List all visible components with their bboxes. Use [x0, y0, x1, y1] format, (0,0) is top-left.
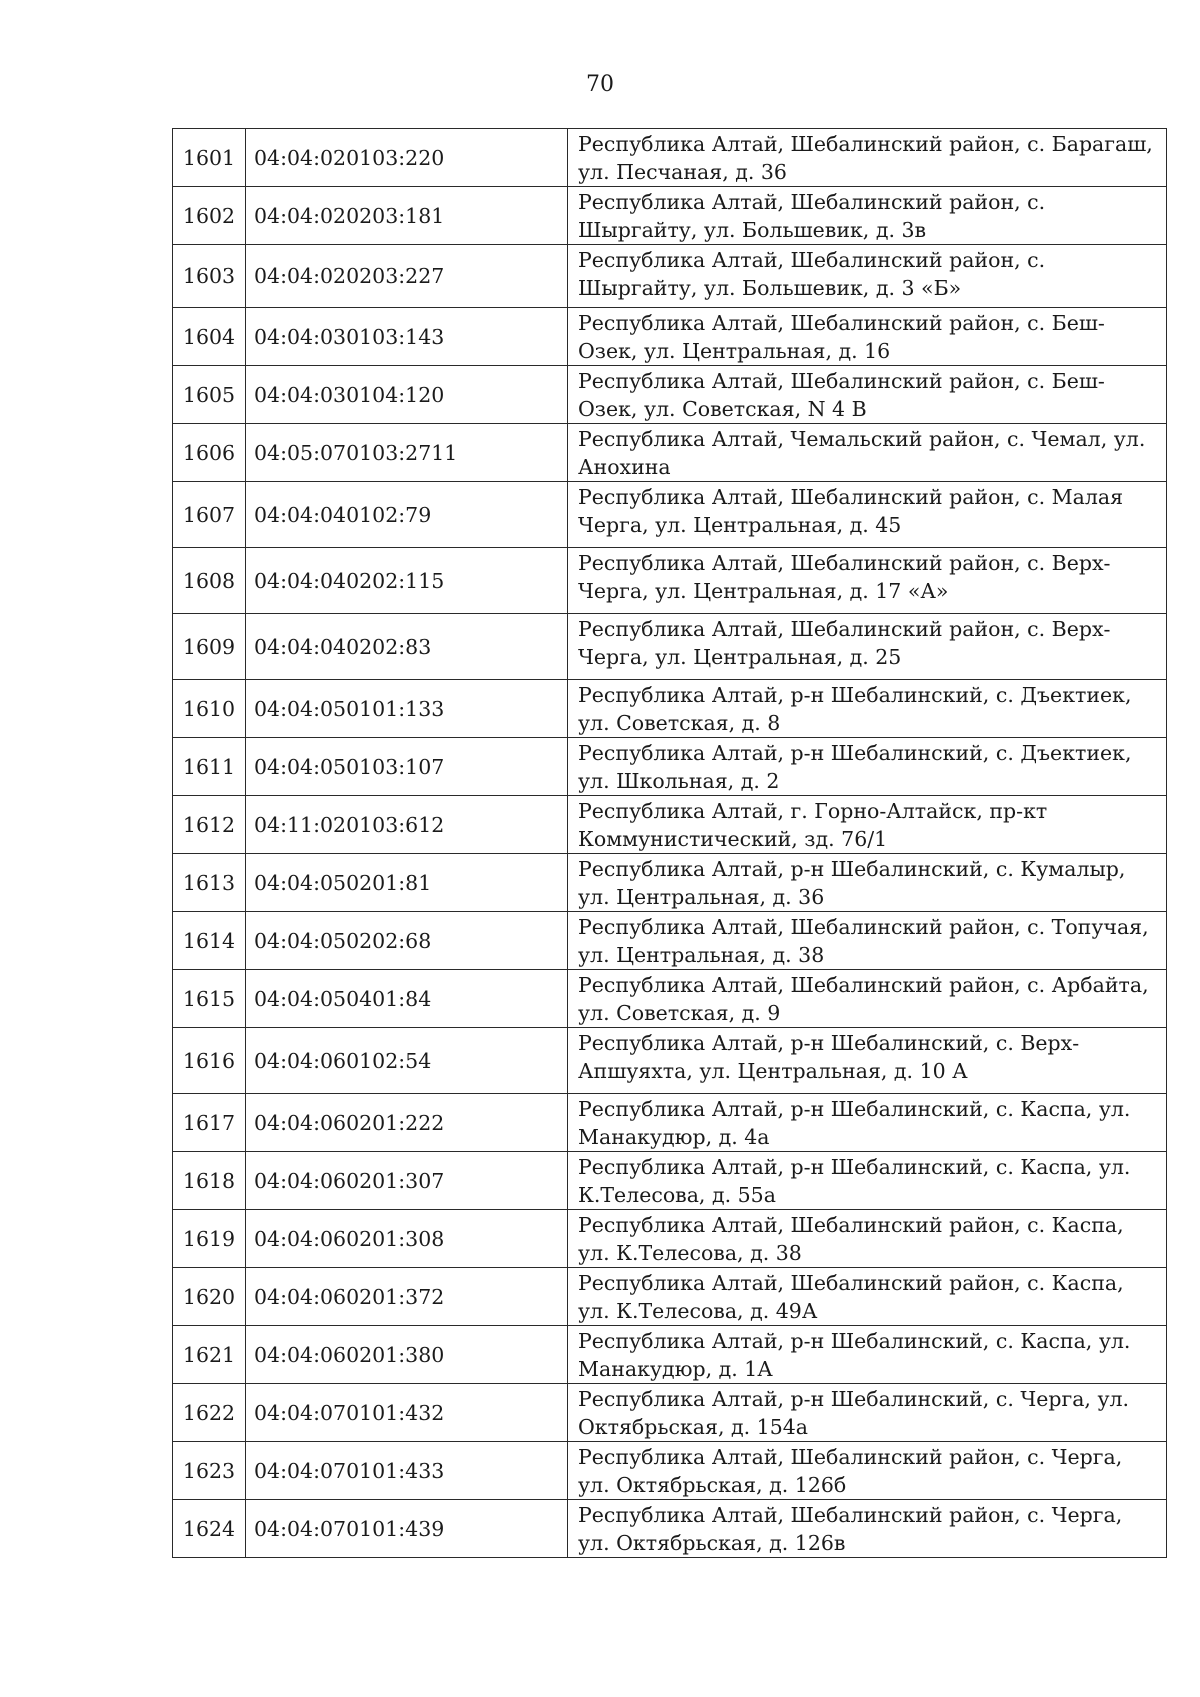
property-registry-table	[172, 128, 1167, 1558]
cadastral-number: 04:04:050201:81	[246, 854, 568, 912]
table-row	[173, 308, 1167, 366]
row-number: 1619	[173, 1210, 246, 1268]
row-number: 1621	[173, 1326, 246, 1384]
row-number: 1605	[173, 366, 246, 424]
cadastral-number: 04:04:030103:143	[246, 308, 568, 366]
cadastral-number: 04:04:060102:54	[246, 1028, 568, 1094]
cadastral-number: 04:04:050202:68	[246, 912, 568, 970]
cadastral-number: 04:04:050103:107	[246, 738, 568, 796]
row-number: 1607	[173, 482, 246, 548]
table-row	[173, 1442, 1167, 1500]
table-row	[173, 245, 1167, 308]
address: Республика Алтай, р-н Шебалинский, с. Каспа, ул. Манакудюр, д. 1А	[568, 1326, 1167, 1384]
table-row	[173, 970, 1167, 1028]
table-row	[173, 366, 1167, 424]
page-number: 70	[586, 72, 614, 97]
row-number: 1601	[173, 129, 246, 187]
table-row	[173, 1326, 1167, 1384]
cadastral-number: 04:04:060201:307	[246, 1152, 568, 1210]
table-row	[173, 1094, 1167, 1152]
table-row	[173, 614, 1167, 680]
address: Республика Алтай, г. Горно-Алтайск, пр-кт Коммунистический, зд. 76/1	[568, 796, 1167, 854]
table-row	[173, 1210, 1167, 1268]
address: Республика Алтай, Шебалинский район, с. Арбайта, ул. Советская, д. 9	[568, 970, 1167, 1028]
address: Республика Алтай, Шебалинский район, с. Барагаш, ул. Песчаная, д. 36	[568, 129, 1167, 187]
row-number: 1614	[173, 912, 246, 970]
address: Республика Алтай, Чемальский район, с. Чемал, ул. Анохина	[568, 424, 1167, 482]
address: Республика Алтай, Шебалинский район, с. Топучая, ул. Центральная, д. 38	[568, 912, 1167, 970]
address: Республика Алтай, Шебалинский район, с. Верх-Черга, ул. Центральная, д. 25	[568, 614, 1167, 680]
cadastral-number: 04:04:060201:380	[246, 1326, 568, 1384]
table-row	[173, 1500, 1167, 1558]
address: Республика Алтай, Шебалинский район, с. Черга, ул. Октябрьская, д. 126в	[568, 1500, 1167, 1558]
address: Республика Алтай, Шебалинский район, с. Верх-Черга, ул. Центральная, д. 17 «А»	[568, 548, 1167, 614]
row-number: 1604	[173, 308, 246, 366]
cadastral-number: 04:04:070101:433	[246, 1442, 568, 1500]
table-row	[173, 796, 1167, 854]
address: Республика Алтай, р-н Шебалинский, с. Черга, ул. Октябрьская, д. 154а	[568, 1384, 1167, 1442]
address: Республика Алтай, р-н Шебалинский, с. Каспа, ул. Манакудюр, д. 4а	[568, 1094, 1167, 1152]
cadastral-number: 04:04:060201:308	[246, 1210, 568, 1268]
cadastral-number: 04:04:020103:220	[246, 129, 568, 187]
table-row	[173, 1268, 1167, 1326]
address: Республика Алтай, Шебалинский район, с. Каспа, ул. К.Телесова, д. 38	[568, 1210, 1167, 1268]
cadastral-number: 04:04:040202:83	[246, 614, 568, 680]
address: Республика Алтай, Шебалинский район, с. Беш-Озек, ул. Центральная, д. 16	[568, 308, 1167, 366]
cadastral-number: 04:04:050101:133	[246, 680, 568, 738]
cadastral-number: 04:04:070101:439	[246, 1500, 568, 1558]
table-row	[173, 912, 1167, 970]
row-number: 1615	[173, 970, 246, 1028]
table-row	[173, 129, 1167, 187]
table-row	[173, 680, 1167, 738]
row-number: 1618	[173, 1152, 246, 1210]
row-number: 1611	[173, 738, 246, 796]
row-number: 1609	[173, 614, 246, 680]
row-number: 1624	[173, 1500, 246, 1558]
table-row	[173, 424, 1167, 482]
row-number: 1612	[173, 796, 246, 854]
row-number: 1610	[173, 680, 246, 738]
table-row	[173, 854, 1167, 912]
table-row	[173, 1152, 1167, 1210]
cadastral-number: 04:04:030104:120	[246, 366, 568, 424]
table-row	[173, 1028, 1167, 1094]
row-number: 1620	[173, 1268, 246, 1326]
table-row	[173, 482, 1167, 548]
row-number: 1608	[173, 548, 246, 614]
table-row	[173, 738, 1167, 796]
cadastral-number: 04:11:020103:612	[246, 796, 568, 854]
row-number: 1622	[173, 1384, 246, 1442]
registry-body	[173, 129, 1167, 1558]
cadastral-number: 04:04:020203:181	[246, 187, 568, 245]
row-number: 1603	[173, 245, 246, 308]
address: Республика Алтай, Шебалинский район, с. Каспа, ул. К.Телесова, д. 49А	[568, 1268, 1167, 1326]
address: Республика Алтай, р-н Шебалинский, с. Верх-Апшуяхта, ул. Центральная, д. 10 А	[568, 1028, 1167, 1094]
address: Республика Алтай, Шебалинский район, с. Шыргайту, ул. Большевик, д. 3в	[568, 187, 1167, 245]
cadastral-number: 04:04:060201:372	[246, 1268, 568, 1326]
address: Республика Алтай, Шебалинский район, с. Малая Черга, ул. Центральная, д. 45	[568, 482, 1167, 548]
cadastral-number: 04:04:060201:222	[246, 1094, 568, 1152]
row-number: 1616	[173, 1028, 246, 1094]
cadastral-number: 04:04:020203:227	[246, 245, 568, 308]
cadastral-number: 04:04:050401:84	[246, 970, 568, 1028]
cadastral-number: 04:04:070101:432	[246, 1384, 568, 1442]
row-number: 1613	[173, 854, 246, 912]
row-number: 1606	[173, 424, 246, 482]
table-row	[173, 548, 1167, 614]
cadastral-number: 04:04:040102:79	[246, 482, 568, 548]
address: Республика Алтай, Шебалинский район, с. Черга, ул. Октябрьская, д. 126б	[568, 1442, 1167, 1500]
address: Республика Алтай, Шебалинский район, с. Беш-Озек, ул. Советская, N 4 В	[568, 366, 1167, 424]
address: Республика Алтай, р-н Шебалинский, с. Кумалыр, ул. Центральная, д. 36	[568, 854, 1167, 912]
row-number: 1617	[173, 1094, 246, 1152]
row-number: 1623	[173, 1442, 246, 1500]
address: Республика Алтай, р-н Шебалинский, с. Каспа, ул. К.Телесова, д. 55а	[568, 1152, 1167, 1210]
table-row	[173, 187, 1167, 245]
table-row	[173, 1384, 1167, 1442]
cadastral-number: 04:04:040202:115	[246, 548, 568, 614]
address: Республика Алтай, Шебалинский район, с. Шыргайту, ул. Большевик, д. 3 «Б»	[568, 245, 1167, 308]
address: Республика Алтай, р-н Шебалинский, с. Дъектиек, ул. Школьная, д. 2	[568, 738, 1167, 796]
address: Республика Алтай, р-н Шебалинский, с. Дъектиек, ул. Советская, д. 8	[568, 680, 1167, 738]
cadastral-number: 04:05:070103:2711	[246, 424, 568, 482]
row-number: 1602	[173, 187, 246, 245]
